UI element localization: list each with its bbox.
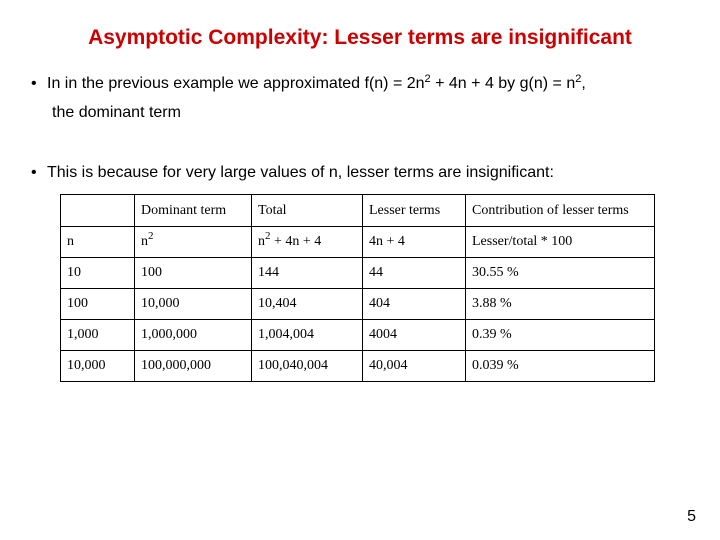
table-row [61, 351, 655, 382]
table-cell: 10,404 [252, 289, 363, 320]
formula-row [61, 227, 655, 258]
table-row [61, 320, 655, 351]
header-cell: Dominant term [135, 195, 252, 227]
formula-rest: + 4n + 4 [270, 234, 322, 249]
table-cell: 100 [61, 289, 135, 320]
exponent: 2 [148, 230, 154, 242]
table-row [61, 289, 655, 320]
table-cell: 10,000 [61, 351, 135, 382]
bullet-text-pre: In in the previous example we approximated f(n) = 2n [47, 75, 425, 92]
exponent: 2 [265, 230, 271, 242]
bullet-text-post: , [581, 75, 586, 92]
table-row [61, 258, 655, 289]
table-cell: 0.039 % [466, 351, 655, 382]
table-cell: 100,000,000 [135, 351, 252, 382]
bullet-marker: • [31, 75, 37, 92]
bullet-marker: • [31, 164, 37, 181]
header-cell: Total [252, 195, 363, 227]
exponent: 2 [575, 73, 582, 85]
table-cell: 40,004 [363, 351, 466, 382]
bullet-previous-example [31, 72, 586, 96]
slide-title: Asymptotic Complexity: Lesser terms are insignificant [88, 26, 632, 49]
bullet-text-mid: + 4n + 4 by g(n) = n [430, 75, 576, 92]
table-cell: 3.88 % [466, 289, 655, 320]
bullet-lesser-terms [31, 161, 554, 185]
formula-base: n [141, 234, 148, 249]
header-cell [61, 195, 135, 227]
bullet-text: This is because for very large values of n, lesser terms are insignificant: [47, 164, 554, 181]
table-cell: n [61, 227, 135, 258]
table-cell: 404 [363, 289, 466, 320]
table-cell: 4n + 4 [363, 227, 466, 258]
exponent: 2 [424, 73, 431, 85]
header-cell: Lesser terms [363, 195, 466, 227]
table-cell [135, 227, 252, 258]
table-cell: 100 [135, 258, 252, 289]
page-number: 5 [687, 508, 696, 525]
table-cell: Lesser/total * 100 [466, 227, 655, 258]
table-cell: 100,040,004 [252, 351, 363, 382]
table-cell: 44 [363, 258, 466, 289]
bullet-continuation: the dominant term [52, 104, 181, 121]
table-cell: 4004 [363, 320, 466, 351]
table-cell: 10 [61, 258, 135, 289]
table-cell: 30.55 % [466, 258, 655, 289]
formula-base: n [258, 234, 265, 249]
table-cell: 0.39 % [466, 320, 655, 351]
table-cell: 10,000 [135, 289, 252, 320]
table-cell: 1,000 [61, 320, 135, 351]
table-header-row [61, 195, 655, 227]
table-cell [252, 227, 363, 258]
complexity-table [60, 194, 655, 382]
table-cell: 1,004,004 [252, 320, 363, 351]
header-cell: Contribution of lesser terms [466, 195, 655, 227]
table-cell: 1,000,000 [135, 320, 252, 351]
table-cell: 144 [252, 258, 363, 289]
